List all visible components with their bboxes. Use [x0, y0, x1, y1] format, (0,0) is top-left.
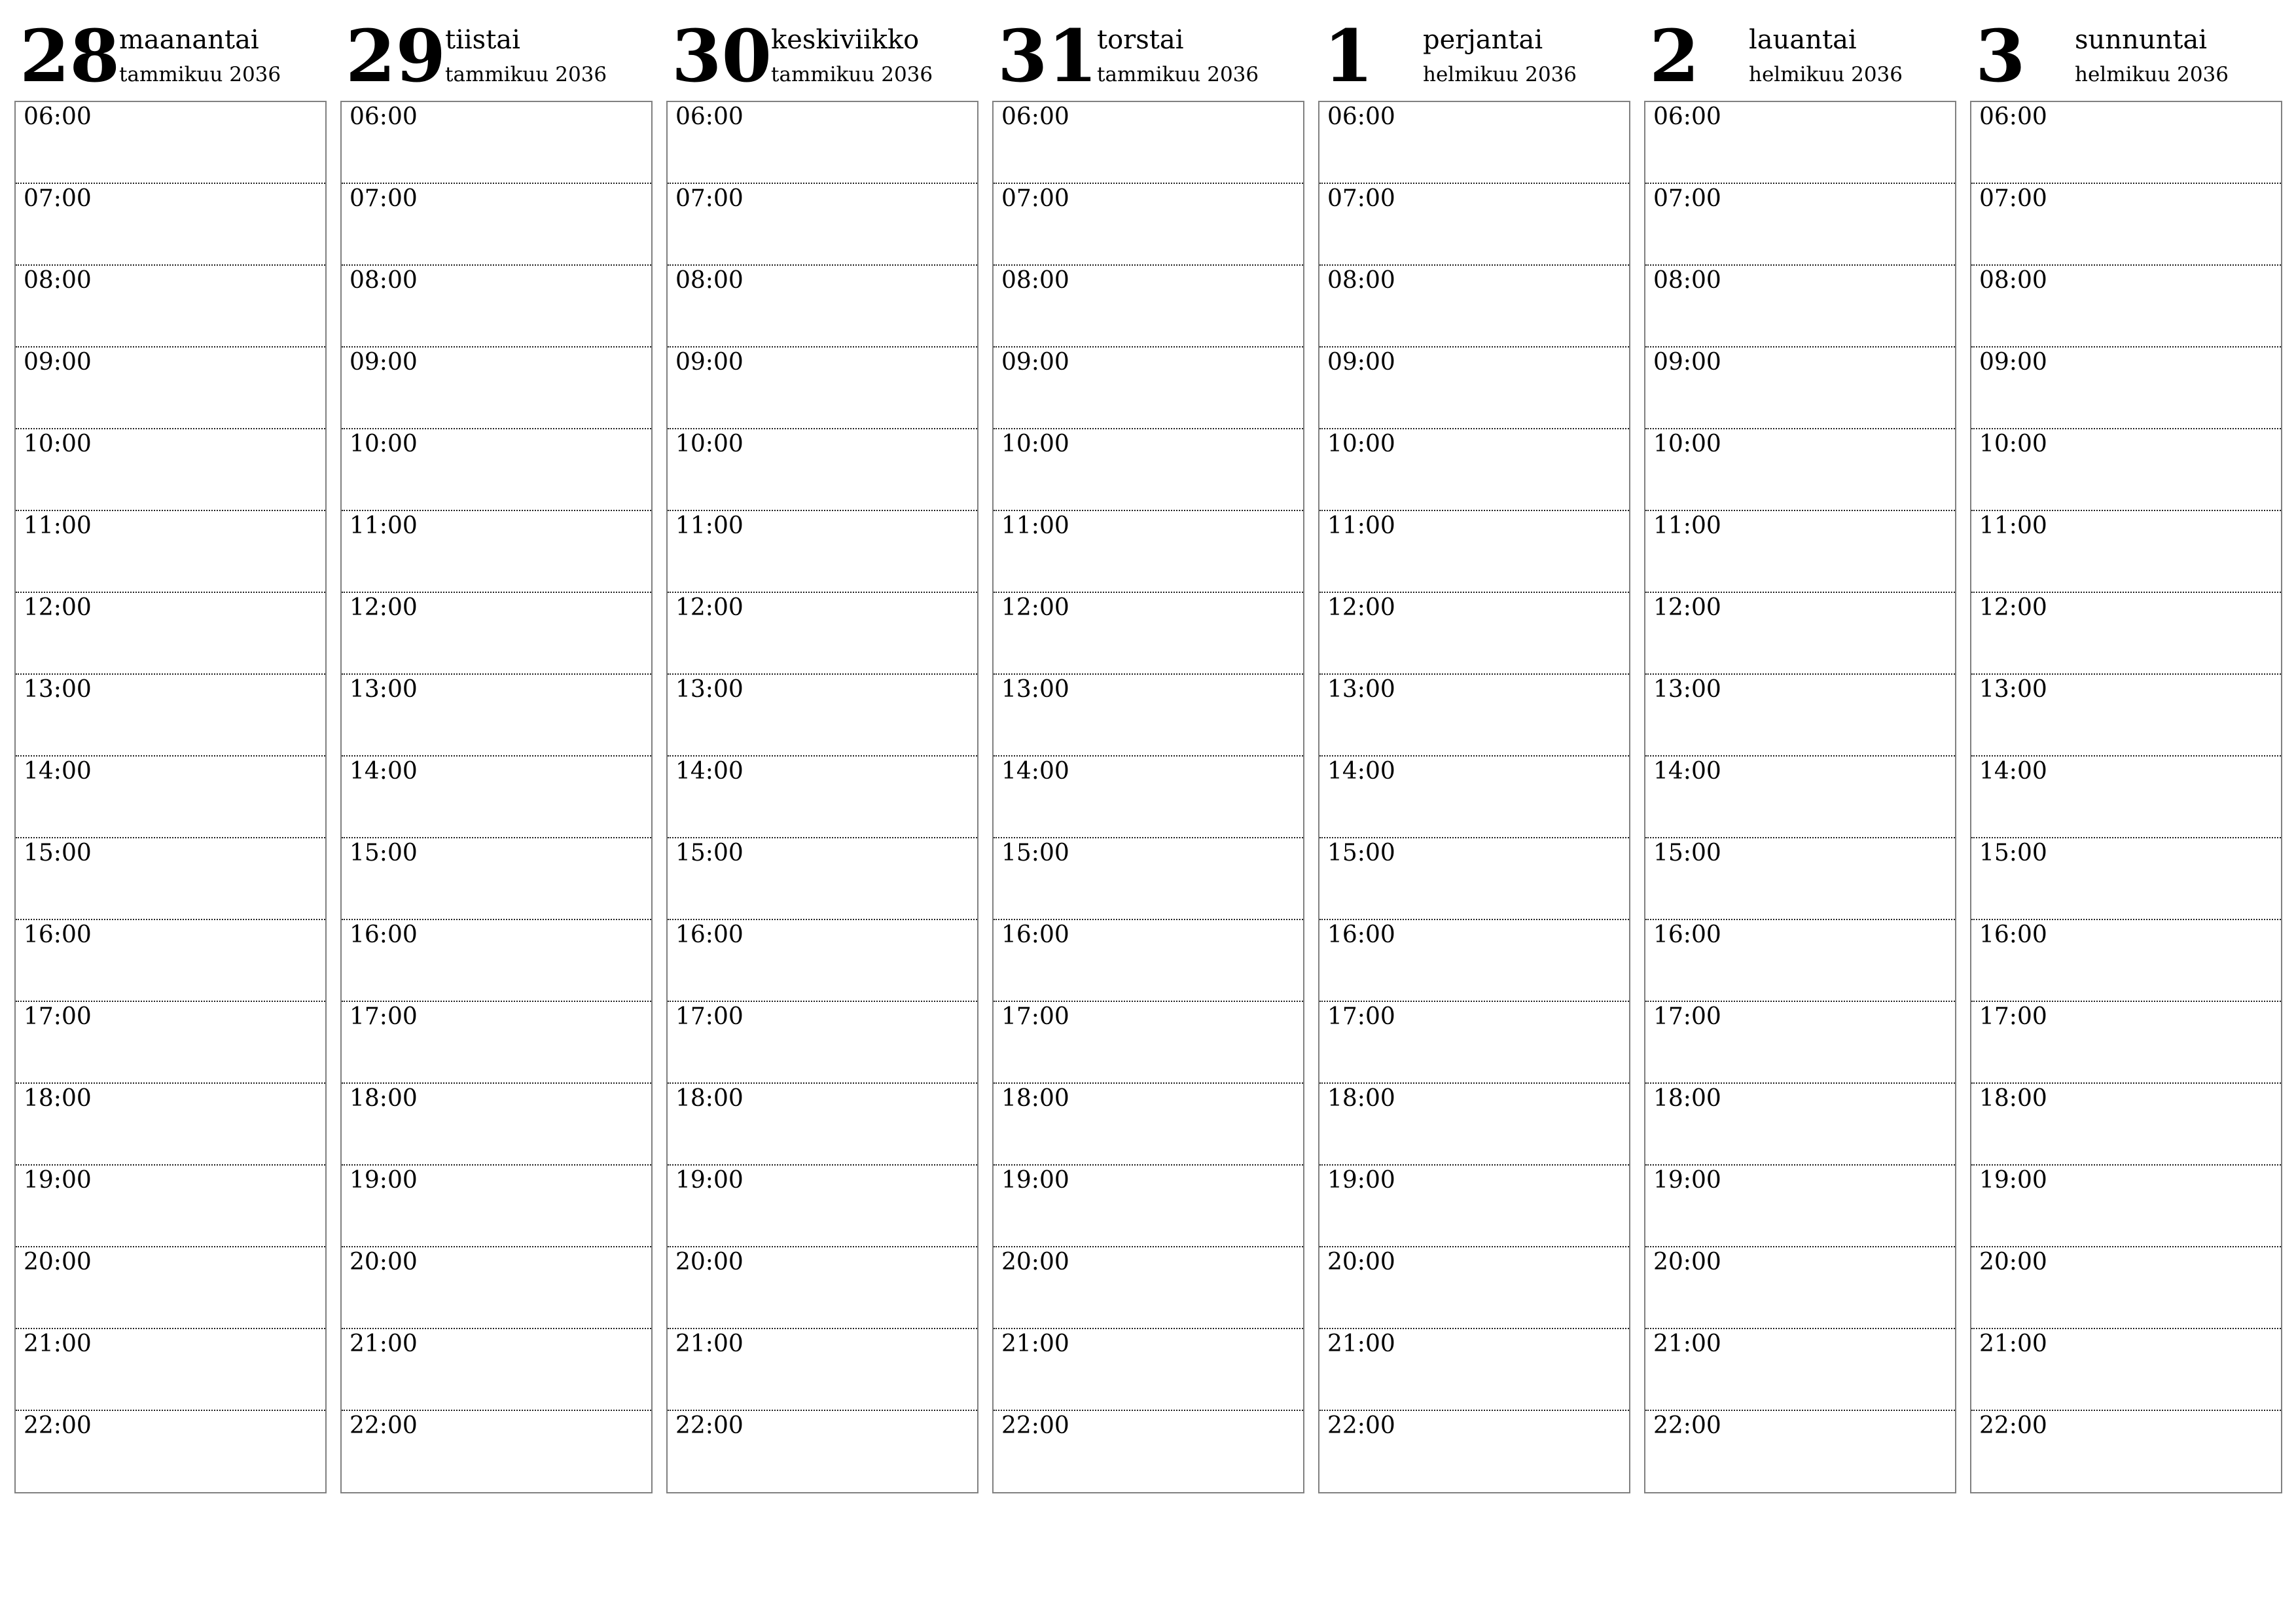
- hour-slot: [1645, 593, 1955, 675]
- hour-slot: [1645, 920, 1955, 1002]
- hour-label: 16:00: [24, 921, 92, 948]
- hour-slot: [994, 429, 1303, 511]
- hour-label: 13:00: [350, 676, 418, 703]
- hour-label: 10:00: [1001, 431, 1069, 457]
- hour-slot: [1645, 675, 1955, 757]
- day-schedule-box: [340, 101, 653, 1493]
- hour-label: 09:00: [1327, 349, 1395, 376]
- hour-slot: [994, 593, 1303, 675]
- hour-slot: [668, 1329, 977, 1411]
- day-number: 1: [1323, 14, 1374, 98]
- hour-slot: [1645, 184, 1955, 266]
- month-year: tammikuu 2036: [445, 63, 607, 86]
- day-number: 29: [346, 14, 446, 98]
- hour-slot: [16, 429, 325, 511]
- hour-slot: [16, 1411, 325, 1493]
- hour-slot: [1645, 1411, 1955, 1493]
- hour-label: 07:00: [350, 185, 418, 212]
- hour-slot: [1645, 1002, 1955, 1084]
- hour-label: 13:00: [1979, 676, 2047, 703]
- hour-slot: [994, 1247, 1303, 1329]
- hour-label: 13:00: [1653, 676, 1721, 703]
- hour-label: 11:00: [1979, 512, 2047, 539]
- hour-label: 10:00: [1653, 431, 1721, 457]
- hour-label: 21:00: [350, 1330, 418, 1357]
- hour-label: 21:00: [1653, 1330, 1721, 1357]
- hour-slot: [1645, 1166, 1955, 1247]
- hour-label: 20:00: [1979, 1249, 2047, 1275]
- hour-slot: [1971, 184, 2281, 266]
- hour-slot: [668, 1084, 977, 1166]
- day-name: lauantai: [1749, 25, 1857, 55]
- month-year: tammikuu 2036: [1097, 63, 1259, 86]
- hour-label: 14:00: [350, 758, 418, 785]
- hour-label: 07:00: [1001, 185, 1069, 212]
- hour-label: 17:00: [350, 1003, 418, 1030]
- hour-slot: [342, 1166, 651, 1247]
- hour-slot: [342, 1411, 651, 1493]
- hour-label: 18:00: [24, 1085, 92, 1112]
- hour-label: 14:00: [1653, 758, 1721, 785]
- hour-slot: [342, 429, 651, 511]
- hour-label: 07:00: [1979, 185, 2047, 212]
- hour-label: 07:00: [1327, 185, 1395, 212]
- hour-slot: [994, 1329, 1303, 1411]
- hour-label: 06:00: [1653, 103, 1721, 130]
- hour-slot: [668, 266, 977, 348]
- day-name: perjantai: [1423, 25, 1543, 55]
- hour-label: 12:00: [350, 594, 418, 621]
- hour-slot: [16, 838, 325, 920]
- hour-label: 17:00: [1653, 1003, 1721, 1030]
- hour-slot: [1645, 429, 1955, 511]
- hour-slot: [16, 184, 325, 266]
- hour-label: 19:00: [24, 1167, 92, 1194]
- hour-label: 20:00: [1001, 1249, 1069, 1275]
- hour-label: 19:00: [1001, 1167, 1069, 1194]
- hour-label: 06:00: [350, 103, 418, 130]
- hour-label: 08:00: [1979, 267, 2047, 294]
- hour-slot: [342, 1002, 651, 1084]
- month-year: helmikuu 2036: [2075, 63, 2229, 86]
- hour-slot: [1319, 1247, 1629, 1329]
- hour-label: 17:00: [1979, 1003, 2047, 1030]
- hour-slot: [1319, 429, 1629, 511]
- hour-label: 06:00: [24, 103, 92, 130]
- hour-label: 17:00: [24, 1003, 92, 1030]
- hour-slot: [16, 1166, 325, 1247]
- hour-label: 06:00: [1327, 103, 1395, 130]
- hour-label: 09:00: [350, 349, 418, 376]
- hour-slot: [16, 1084, 325, 1166]
- hour-slot: [16, 675, 325, 757]
- hour-label: 17:00: [675, 1003, 744, 1030]
- hour-slot: [342, 266, 651, 348]
- hour-slot: [1319, 266, 1629, 348]
- hour-label: 13:00: [1001, 676, 1069, 703]
- day-schedule-box: [1644, 101, 1956, 1493]
- hour-label: 19:00: [1653, 1167, 1721, 1194]
- hour-label: 20:00: [1653, 1249, 1721, 1275]
- hour-label: 07:00: [24, 185, 92, 212]
- hour-slot: [994, 184, 1303, 266]
- hour-slot: [16, 102, 325, 184]
- hour-slot: [1319, 102, 1629, 184]
- hour-slot: [668, 920, 977, 1002]
- hour-slot: [994, 1002, 1303, 1084]
- hour-label: 15:00: [24, 840, 92, 866]
- hour-slot: [1971, 102, 2281, 184]
- hour-label: 06:00: [675, 103, 744, 130]
- hour-slot: [1645, 266, 1955, 348]
- hour-label: 11:00: [24, 512, 92, 539]
- hour-label: 08:00: [675, 267, 744, 294]
- day-name: torstai: [1097, 25, 1184, 55]
- hour-slot: [994, 511, 1303, 593]
- hour-label: 08:00: [350, 267, 418, 294]
- hour-label: 09:00: [675, 349, 744, 376]
- hour-label: 18:00: [675, 1085, 744, 1112]
- hour-slot: [1645, 1329, 1955, 1411]
- hour-slot: [1319, 1002, 1629, 1084]
- hour-slot: [16, 511, 325, 593]
- hour-label: 06:00: [1001, 103, 1069, 130]
- hour-slot: [994, 102, 1303, 184]
- hour-label: 08:00: [1327, 267, 1395, 294]
- hour-slot: [1645, 1247, 1955, 1329]
- hour-slot: [342, 1329, 651, 1411]
- hour-slot: [16, 1329, 325, 1411]
- hour-label: 14:00: [1979, 758, 2047, 785]
- day-schedule-box: [1318, 101, 1630, 1493]
- hour-label: 19:00: [350, 1167, 418, 1194]
- day-name: maanantai: [119, 25, 259, 55]
- hour-label: 19:00: [675, 1167, 744, 1194]
- hour-slot: [1971, 1329, 2281, 1411]
- hour-slot: [994, 920, 1303, 1002]
- hour-slot: [1971, 266, 2281, 348]
- hour-label: 06:00: [1979, 103, 2047, 130]
- hour-label: 22:00: [1327, 1412, 1395, 1439]
- hour-slot: [994, 675, 1303, 757]
- day-number: 3: [1975, 14, 2026, 98]
- hour-label: 20:00: [1327, 1249, 1395, 1275]
- hour-slot: [342, 348, 651, 429]
- day-schedule-box: [1970, 101, 2282, 1493]
- hour-slot: [342, 757, 651, 838]
- hour-label: 18:00: [1001, 1085, 1069, 1112]
- hour-slot: [668, 511, 977, 593]
- hour-label: 22:00: [350, 1412, 418, 1439]
- hour-slot: [668, 429, 977, 511]
- hour-slot: [342, 838, 651, 920]
- hour-label: 21:00: [675, 1330, 744, 1357]
- hour-slot: [1971, 348, 2281, 429]
- hour-slot: [342, 1084, 651, 1166]
- hour-slot: [342, 102, 651, 184]
- hour-slot: [994, 838, 1303, 920]
- hour-label: 15:00: [1653, 840, 1721, 866]
- hour-slot: [1319, 1166, 1629, 1247]
- hour-slot: [1319, 184, 1629, 266]
- hour-label: 17:00: [1327, 1003, 1395, 1030]
- hour-label: 18:00: [1653, 1085, 1721, 1112]
- hour-label: 11:00: [350, 512, 418, 539]
- hour-label: 11:00: [1327, 512, 1395, 539]
- hour-label: 07:00: [1653, 185, 1721, 212]
- hour-label: 12:00: [1001, 594, 1069, 621]
- hour-slot: [1971, 1084, 2281, 1166]
- hour-label: 11:00: [1653, 512, 1721, 539]
- hour-slot: [16, 348, 325, 429]
- day-name: tiistai: [445, 25, 520, 55]
- hour-slot: [668, 1002, 977, 1084]
- hour-slot: [1319, 1329, 1629, 1411]
- hour-label: 15:00: [1001, 840, 1069, 866]
- hour-slot: [342, 511, 651, 593]
- hour-slot: [1645, 1084, 1955, 1166]
- hour-slot: [668, 184, 977, 266]
- day-header: [14, 0, 327, 98]
- hour-slot: [1971, 1411, 2281, 1493]
- hour-slot: [1971, 429, 2281, 511]
- hour-label: 16:00: [350, 921, 418, 948]
- hour-label: 09:00: [1979, 349, 2047, 376]
- day-name: keskiviikko: [771, 25, 920, 55]
- hour-label: 08:00: [24, 267, 92, 294]
- hour-slot: [668, 102, 977, 184]
- hour-label: 22:00: [24, 1412, 92, 1439]
- hour-label: 13:00: [675, 676, 744, 703]
- hour-slot: [1645, 102, 1955, 184]
- hour-slot: [16, 593, 325, 675]
- hour-label: 16:00: [1979, 921, 2047, 948]
- hour-label: 11:00: [675, 512, 744, 539]
- hour-slot: [1645, 757, 1955, 838]
- hour-slot: [16, 1002, 325, 1084]
- hour-slot: [668, 757, 977, 838]
- hour-slot: [1319, 593, 1629, 675]
- hour-slot: [994, 348, 1303, 429]
- hour-slot: [16, 1247, 325, 1329]
- hour-slot: [1319, 838, 1629, 920]
- hour-label: 22:00: [675, 1412, 744, 1439]
- hour-slot: [994, 1166, 1303, 1247]
- hour-slot: [1319, 920, 1629, 1002]
- hour-slot: [1971, 1002, 2281, 1084]
- hour-label: 18:00: [350, 1085, 418, 1112]
- hour-slot: [1971, 1247, 2281, 1329]
- hour-slot: [16, 757, 325, 838]
- hour-slot: [1971, 757, 2281, 838]
- hour-label: 12:00: [1327, 594, 1395, 621]
- hour-label: 14:00: [675, 758, 744, 785]
- day-schedule-box: [14, 101, 327, 1493]
- hour-label: 18:00: [1979, 1085, 2047, 1112]
- hour-slot: [1319, 511, 1629, 593]
- hour-label: 15:00: [350, 840, 418, 866]
- hour-label: 14:00: [1001, 758, 1069, 785]
- hour-slot: [668, 1166, 977, 1247]
- hour-slot: [668, 1411, 977, 1493]
- hour-label: 20:00: [24, 1249, 92, 1275]
- hour-label: 10:00: [24, 431, 92, 457]
- hour-slot: [342, 1247, 651, 1329]
- hour-slot: [1319, 1084, 1629, 1166]
- day-header: [992, 0, 1304, 98]
- hour-slot: [668, 1247, 977, 1329]
- hour-slot: [994, 757, 1303, 838]
- hour-slot: [1319, 348, 1629, 429]
- hour-label: 15:00: [1327, 840, 1395, 866]
- hour-slot: [668, 675, 977, 757]
- hour-slot: [1319, 675, 1629, 757]
- hour-label: 10:00: [1327, 431, 1395, 457]
- hour-label: 09:00: [1001, 349, 1069, 376]
- hour-slot: [16, 266, 325, 348]
- hour-label: 16:00: [1327, 921, 1395, 948]
- hour-slot: [1645, 511, 1955, 593]
- day-name: sunnuntai: [2075, 25, 2208, 55]
- day-header: [1970, 0, 2282, 98]
- hour-label: 15:00: [1979, 840, 2047, 866]
- day-header: [340, 0, 653, 98]
- hour-label: 14:00: [24, 758, 92, 785]
- day-schedule-box: [992, 101, 1304, 1493]
- hour-label: 12:00: [24, 594, 92, 621]
- hour-label: 15:00: [675, 840, 744, 866]
- hour-label: 10:00: [1979, 431, 2047, 457]
- hour-label: 17:00: [1001, 1003, 1069, 1030]
- hour-label: 10:00: [350, 431, 418, 457]
- hour-label: 22:00: [1001, 1412, 1069, 1439]
- hour-label: 16:00: [675, 921, 744, 948]
- hour-label: 21:00: [1979, 1330, 2047, 1357]
- hour-slot: [342, 184, 651, 266]
- hour-label: 20:00: [675, 1249, 744, 1275]
- hour-label: 12:00: [1653, 594, 1721, 621]
- hour-label: 21:00: [1327, 1330, 1395, 1357]
- hour-slot: [668, 838, 977, 920]
- hour-label: 10:00: [675, 431, 744, 457]
- hour-slot: [668, 593, 977, 675]
- day-number: 30: [672, 14, 772, 98]
- day-number: 2: [1649, 14, 1700, 98]
- hour-slot: [994, 266, 1303, 348]
- hour-slot: [1645, 838, 1955, 920]
- hour-label: 21:00: [1001, 1330, 1069, 1357]
- hour-label: 09:00: [24, 349, 92, 376]
- hour-slot: [342, 675, 651, 757]
- hour-slot: [1971, 675, 2281, 757]
- month-year: tammikuu 2036: [119, 63, 281, 86]
- hour-label: 14:00: [1327, 758, 1395, 785]
- month-year: tammikuu 2036: [771, 63, 933, 86]
- hour-label: 21:00: [24, 1330, 92, 1357]
- hour-label: 20:00: [350, 1249, 418, 1275]
- hour-slot: [1971, 920, 2281, 1002]
- hour-label: 16:00: [1653, 921, 1721, 948]
- hour-label: 16:00: [1001, 921, 1069, 948]
- month-year: helmikuu 2036: [1423, 63, 1577, 86]
- day-number: 31: [997, 14, 1098, 98]
- hour-label: 12:00: [1979, 594, 2047, 621]
- hour-label: 22:00: [1979, 1412, 2047, 1439]
- hour-label: 13:00: [24, 676, 92, 703]
- hour-slot: [1971, 593, 2281, 675]
- month-year: helmikuu 2036: [1749, 63, 1903, 86]
- day-header: [666, 0, 978, 98]
- hour-slot: [1645, 348, 1955, 429]
- hour-slot: [342, 593, 651, 675]
- hour-label: 19:00: [1979, 1167, 2047, 1194]
- hour-label: 08:00: [1653, 267, 1721, 294]
- hour-slot: [994, 1084, 1303, 1166]
- hour-slot: [668, 348, 977, 429]
- day-number: 28: [20, 14, 120, 98]
- hour-slot: [994, 1411, 1303, 1493]
- hour-slot: [16, 920, 325, 1002]
- hour-label: 07:00: [675, 185, 744, 212]
- hour-label: 19:00: [1327, 1167, 1395, 1194]
- hour-label: 11:00: [1001, 512, 1069, 539]
- hour-label: 12:00: [675, 594, 744, 621]
- hour-label: 18:00: [1327, 1085, 1395, 1112]
- hour-label: 08:00: [1001, 267, 1069, 294]
- hour-label: 13:00: [1327, 676, 1395, 703]
- hour-label: 09:00: [1653, 349, 1721, 376]
- hour-label: 22:00: [1653, 1412, 1721, 1439]
- hour-slot: [1319, 757, 1629, 838]
- day-header: [1318, 0, 1630, 98]
- hour-slot: [1319, 1411, 1629, 1493]
- hour-slot: [1971, 838, 2281, 920]
- hour-slot: [1971, 1166, 2281, 1247]
- hour-slot: [342, 920, 651, 1002]
- day-header: [1644, 0, 1956, 98]
- day-schedule-box: [666, 101, 978, 1493]
- hour-slot: [1971, 511, 2281, 593]
